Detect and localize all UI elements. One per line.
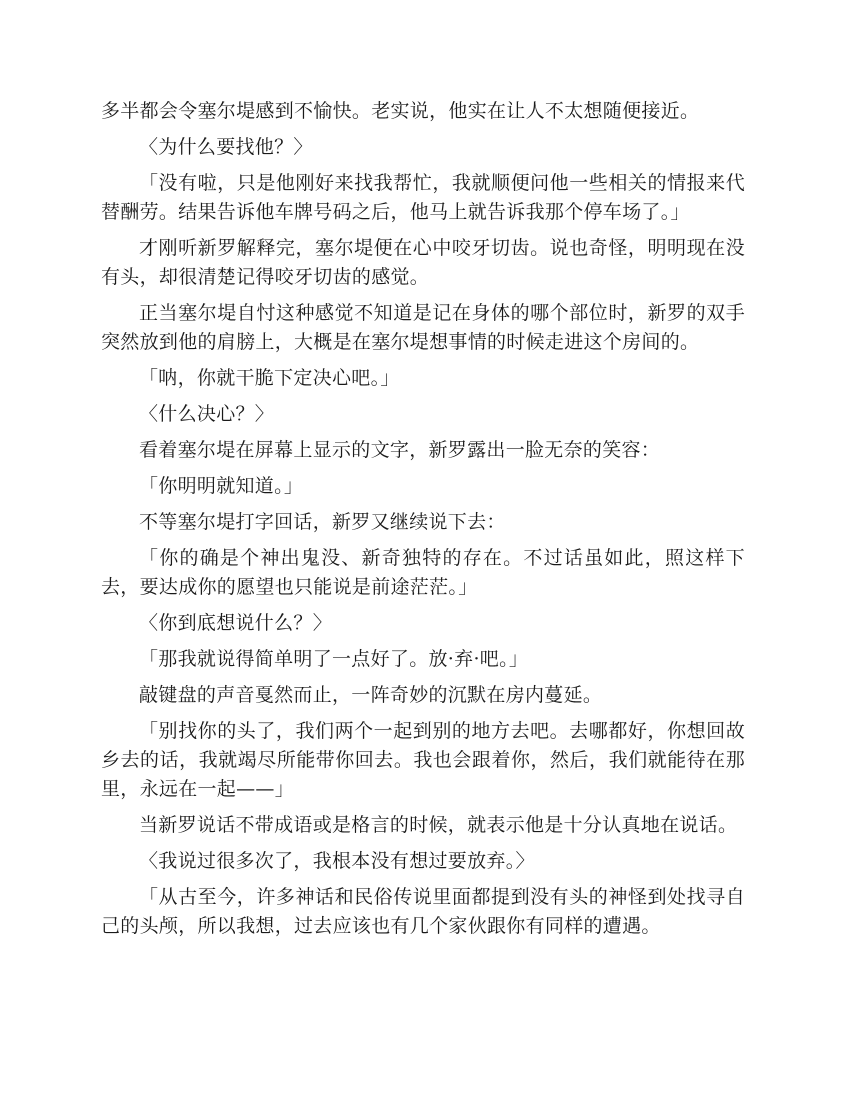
paragraph-celty-what-decision: 〈什么决心？〉 [139, 403, 275, 425]
paragraph-shinra-unique-existence: 「你的确是个神出鬼没、新奇独特的存在。不过话虽如此，照这样下去，要达成你的愿望也只能说是前途茫茫。」 [101, 547, 745, 598]
paragraph-shinra-go-elsewhere: 「别找你的头了，我们两个一起到别的地方去吧。去哪都好，你想回故乡去的话，我就竭尽所能带你回去。我也会跟着你，然后，我们就能待在那里，永远在一起——」 [101, 720, 745, 800]
paragraph-shinra-you-know: 「你明明就知道。」 [139, 475, 304, 497]
paragraph-continued: 多半都会令塞尔堤感到不愉快。老实说，他实在让人不太想随便接近。 [101, 100, 700, 122]
paragraph-shinra-give-up: 「那我就说得简单明了一点好了。放·弃·吧。」 [139, 648, 529, 670]
paragraph-narration-silence: 敲键盘的声音戛然而止，一阵奇妙的沉默在房内蔓延。 [139, 684, 603, 706]
paragraph-narration-wry-smile: 看着塞尔堤在屏幕上显示的文字，新罗露出一脸无奈的笑容： [139, 439, 661, 461]
paragraph-shinra-hands-shoulders: 正当塞尔堤自忖这种感觉不知道是记在身体的哪个部位时，新罗的双手突然放到他的肩膀上，大概是在塞尔堤想事情的时候走进这个房间的。 [101, 302, 745, 353]
paragraph-narration-serious: 当新罗说话不带成语或是格言的时候，就表示他是十分认真地在说话。 [139, 814, 738, 836]
paragraph-celty-grit-teeth: 才刚听新罗解释完，塞尔堤便在心中咬牙切齿。说也奇怪，明明现在没有头，却很清楚记得咬牙切齿的感觉。 [101, 237, 745, 288]
paragraph-celty-question-why: 〈为什么要找他？〉 [139, 136, 313, 158]
document-page [101, 97, 745, 948]
paragraph-shinra-make-decision: 「呐，你就干脆下定决心吧。」 [139, 367, 400, 389]
paragraph-shinra-myths: 「从古至今，许多神话和民俗传说里面都提到没有头的神怪到处找寻自己的头颅，所以我想，过去应该也有几个家伙跟你有同样的遭遇。 [101, 886, 745, 937]
paragraph-celty-what-to-say: 〈你到底想说什么？〉 [139, 612, 333, 634]
paragraph-shinra-explain-info: 「没有啦，只是他刚好来找我帮忙，我就顺便问他一些相关的情报来代替酬劳。结果告诉他车牌号码之后，他马上就告诉我那个停车场了。」 [101, 172, 745, 223]
paragraph-celty-never-give-up: 〈我说过很多次了，我根本没有想过要放弃。〉 [139, 850, 535, 872]
paragraph-narration-continue: 不等塞尔堤打字回话，新罗又继续说下去： [139, 511, 506, 533]
